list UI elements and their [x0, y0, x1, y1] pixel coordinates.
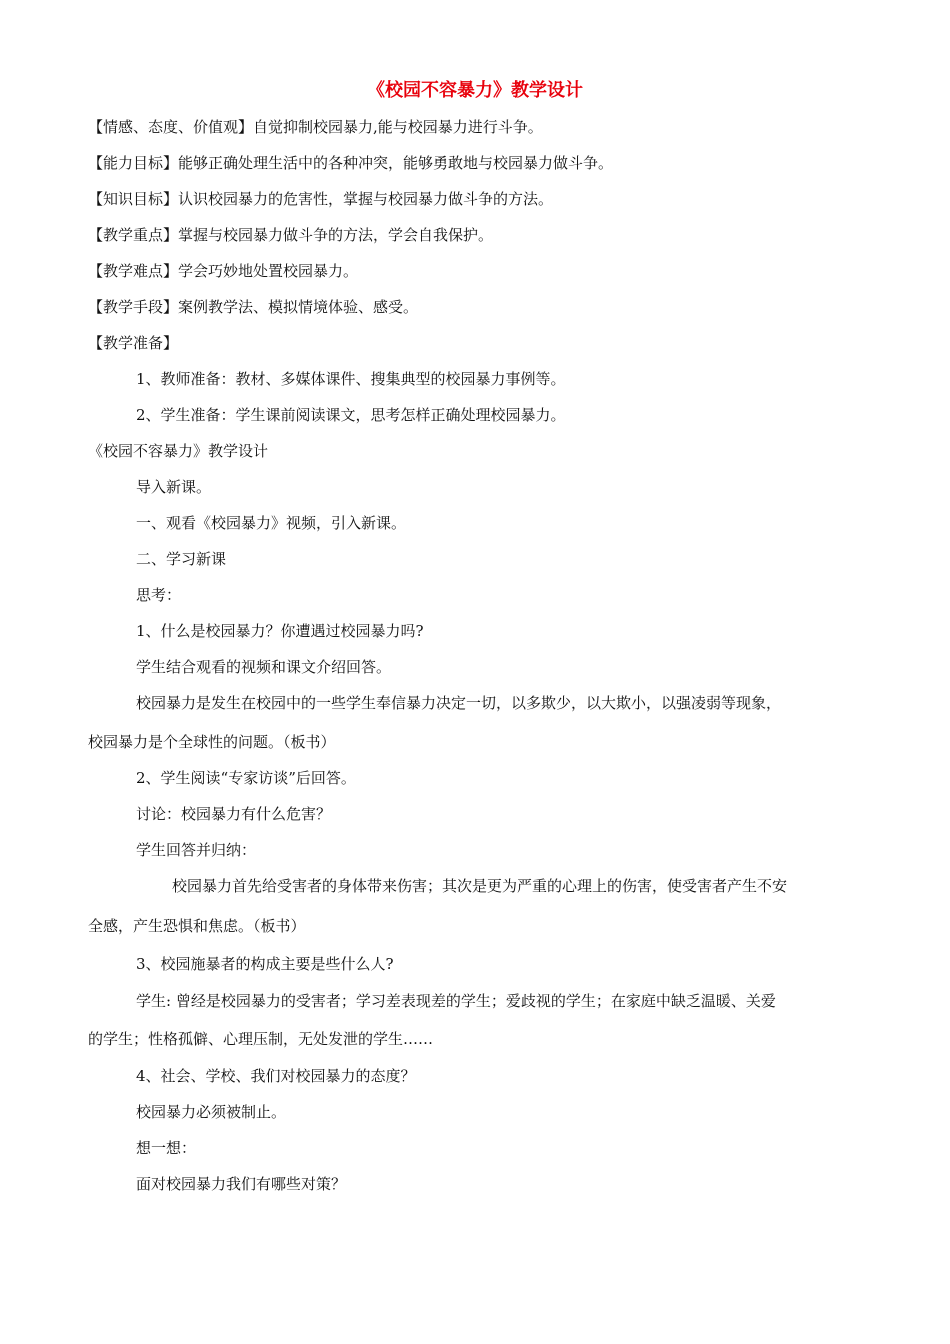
body-line: 校园暴力是发生在校园中的一些学生奉信暴力决定一切，以多欺少，以大欺小，以强凌弱等现象， — [136, 694, 782, 712]
body-line: 一、观看《校园暴力》视频，引入新课。 — [136, 514, 407, 532]
prep-item-teacher: 1、教师准备：教材、多媒体课件、搜集典型的校园暴力事例等。 — [136, 370, 566, 388]
header-line-preparation: 【教学准备】 — [88, 334, 179, 352]
body-line: 1、什么是校园暴力？你遭遇过校园暴力吗? — [136, 622, 424, 640]
body-line: 学生回答并归纳： — [136, 841, 257, 859]
header-line-key-point: 【教学重点】掌握与校园暴力做斗争的方法，学会自我保护。 — [88, 226, 494, 244]
body-line: 学生: 曾经是校园暴力的受害者；学习差表现差的学生；爱歧视的学生；在家庭中缺乏温暖、关爱 — [136, 992, 776, 1010]
header-line-knowledge: 【知识目标】认识校园暴力的危害性，掌握与校园暴力做斗争的方法。 — [88, 190, 554, 208]
body-line: 学生结合观看的视频和课文介绍回答。 — [136, 658, 392, 676]
body-line: 想一想： — [136, 1139, 197, 1157]
document-title: 《校园不容暴力》教学设计 — [367, 80, 583, 101]
body-line: 面对校园暴力我们有哪些对策？ — [136, 1175, 347, 1193]
body-line: 4、社会、学校、我们对校园暴力的态度？ — [136, 1067, 416, 1085]
header-line-methods: 【教学手段】案例教学法、模拟情境体验、感受。 — [88, 298, 419, 316]
body-line: 校园暴力首先给受害者的身体带来伤害；其次是更为严重的心理上的伤害，使受害者产生不安 — [172, 877, 788, 895]
body-line: 3、校园施暴者的构成主要是些什么人? — [136, 955, 394, 973]
body-line: 全感，产生恐惧和焦虑。（板书） — [88, 917, 306, 935]
body-line: 的学生；性格孤僻、心理压制，无处发泄的学生…… — [88, 1030, 434, 1048]
body-line: 校园暴力是个全球性的问题。（板书） — [88, 733, 336, 751]
body-line: 二、学习新课 — [136, 550, 227, 568]
prep-item-student: 2、学生准备：学生课前阅读课文，思考怎样正确处理校园暴力。 — [136, 406, 566, 424]
body-line: 2、学生阅读“专家访谈”后回答。 — [136, 769, 356, 787]
body-line: 思考： — [136, 586, 182, 604]
body-line: 导入新课。 — [136, 478, 212, 496]
body-line: 讨论：校园暴力有什么危害？ — [136, 805, 332, 823]
header-line-values: 【情感、态度、价值观】自觉抑制校园暴力,能与校园暴力进行斗争。 — [88, 118, 543, 136]
header-line-difficulty: 【教学难点】学会巧妙地处置校园暴力。 — [88, 262, 359, 280]
header-line-ability: 【能力目标】能够正确处理生活中的各种冲突，能够勇敢地与校园暴力做斗争。 — [88, 154, 614, 172]
body-line: 校园暴力必须被制止。 — [136, 1103, 287, 1121]
section-subtitle: 《校园不容暴力》教学设计 — [88, 442, 269, 460]
